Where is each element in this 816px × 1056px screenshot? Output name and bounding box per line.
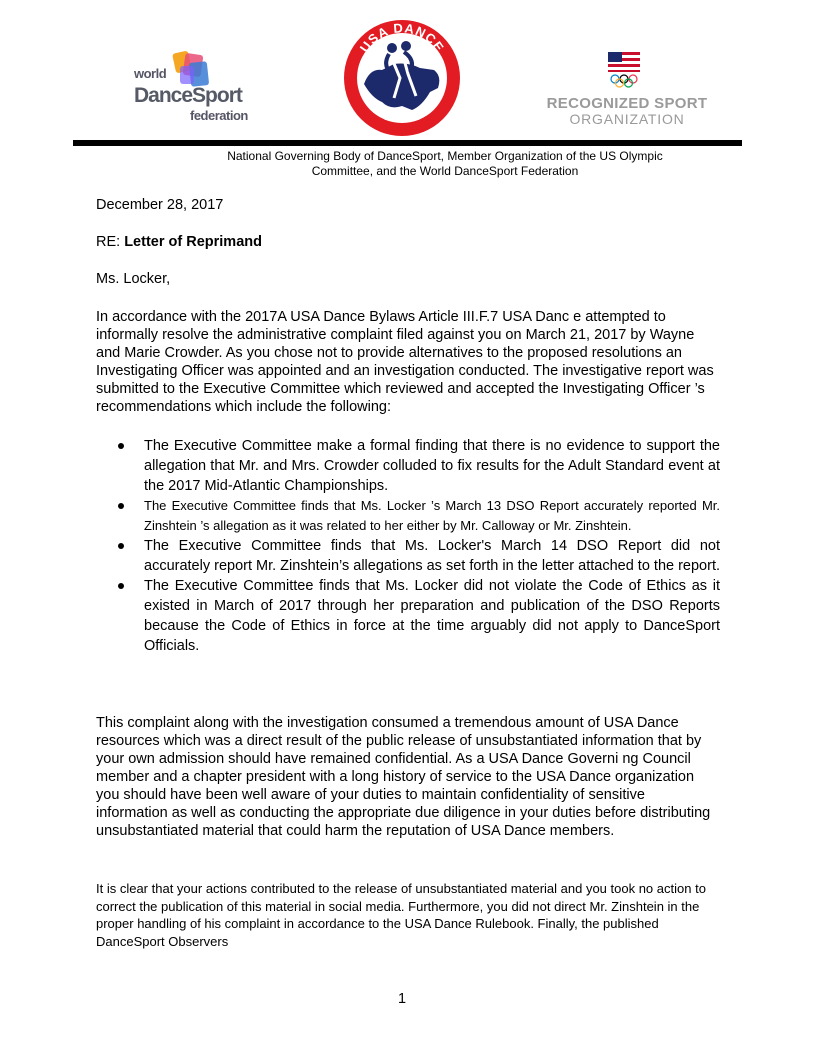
bullet-icon — [118, 583, 124, 589]
finding-text: The Executive Committee finds that Ms. Locker's March 14 DSO Report did not accurately report Mr. Zinshtein’s allegations as set forth in the letter attached to the report. — [144, 538, 721, 574]
finding-text: The Executive Committee finds that Ms. Locker ’s March 13 DSO Report accurately reported Mr. Zinshtein ’s allegation as it was related to her either by Mr. Calloway or Mr. Zinshtein. — [144, 498, 720, 533]
rso-text-line1: RECOGNIZED SPORT — [546, 95, 708, 112]
us-flag-olympic-rings-icon — [608, 52, 640, 88]
bullet-icon — [118, 503, 124, 509]
usa-dance-arc-text — [342, 18, 462, 78]
tagline-line2: Committee, and the World DanceSport Federation — [311, 164, 579, 178]
header-tagline — [150, 149, 740, 179]
re-line — [96, 234, 262, 250]
finding-text: The Executive Committee make a formal finding that there is no evidence to support the allegation that Mr. and Mrs. Crowder colluded to fix results for the Adult Standard event at the 2017 Mid-Atlantic Championships. — [144, 438, 720, 494]
list-item — [116, 536, 720, 576]
wdsf-logo — [132, 50, 248, 128]
wdsf-text-world: world — [134, 66, 167, 81]
list-item — [116, 576, 720, 656]
bullet-icon — [118, 443, 124, 449]
header-divider — [73, 140, 742, 146]
paragraph-actions: It is clear that your actions contributed to the release of unsubstantiated material and you took no action to correct the publication of this material in social media. Furthermore, you did not direct Mr. Zinshtein in the proper handling of his complaint in accordance to the USA Dance Rulebook. Finally, the published DanceSport Observers — [96, 881, 706, 949]
svg-text:USA DANCE — [357, 20, 448, 55]
findings-list — [116, 436, 720, 656]
paragraph-intro: In accordance with the 2017A USA Dance Bylaws Article III.F.7 USA Danc e attempted to informally resolve the administrative complaint filed against you on March 21, 2017 by Wayne and Marie Crowder. As you chose not to provide alternatives to the proposed resolutions an Investigating Officer was appointed and an investigation conducted. The investigative report was submitted to the Executive Committee which reviewed and accepted the Investigating Officer ’s recommendations which include the following: — [96, 309, 714, 415]
bullet-icon — [118, 543, 124, 549]
rso-text-line2: ORGANIZATION — [569, 111, 685, 127]
list-item — [116, 496, 720, 536]
re-label: RE: — [96, 234, 121, 250]
letter-date: December 28, 2017 — [96, 197, 224, 213]
salutation: Ms. Locker, — [96, 271, 171, 287]
recognized-sport-logo — [528, 50, 720, 130]
list-item — [116, 436, 720, 496]
wdsf-text-dancesport: DanceSport — [134, 84, 242, 107]
paragraph-resources: This complaint along with the investigation consumed a tremendous amount of USA Dance resources which was a direct result of the public release of unsubstantiated information that by your own admission should have remained confidential. As a USA Dance Governi ng Council member and a chapter president with a long history of service to the USA Dance organization you should have been well aware of your duties to maintain confidentiality of sensitive information as well as conducting the appropriate due diligence in your duties before distributing unsubstantiated material that could harm the reputation of USA Dance members. — [96, 715, 711, 839]
usa-dance-text: USA DANCE — [356, 20, 448, 56]
finding-text: The Executive Committee finds that Ms. Locker did not violate the Code of Ethics as it existed in March of 2017 through her preparation and publication of the DSO Reports because the Code of Ethics in force at the time arguably did not apply to DanceSport Officials. — [144, 578, 720, 654]
tagline-line1: National Governing Body of DanceSport, Member Organization of the US Olympic — [227, 149, 663, 163]
wdsf-text-federation: federation — [190, 108, 248, 123]
page-number: 1 — [398, 991, 407, 1007]
re-subject: Letter of Reprimand — [124, 234, 262, 250]
